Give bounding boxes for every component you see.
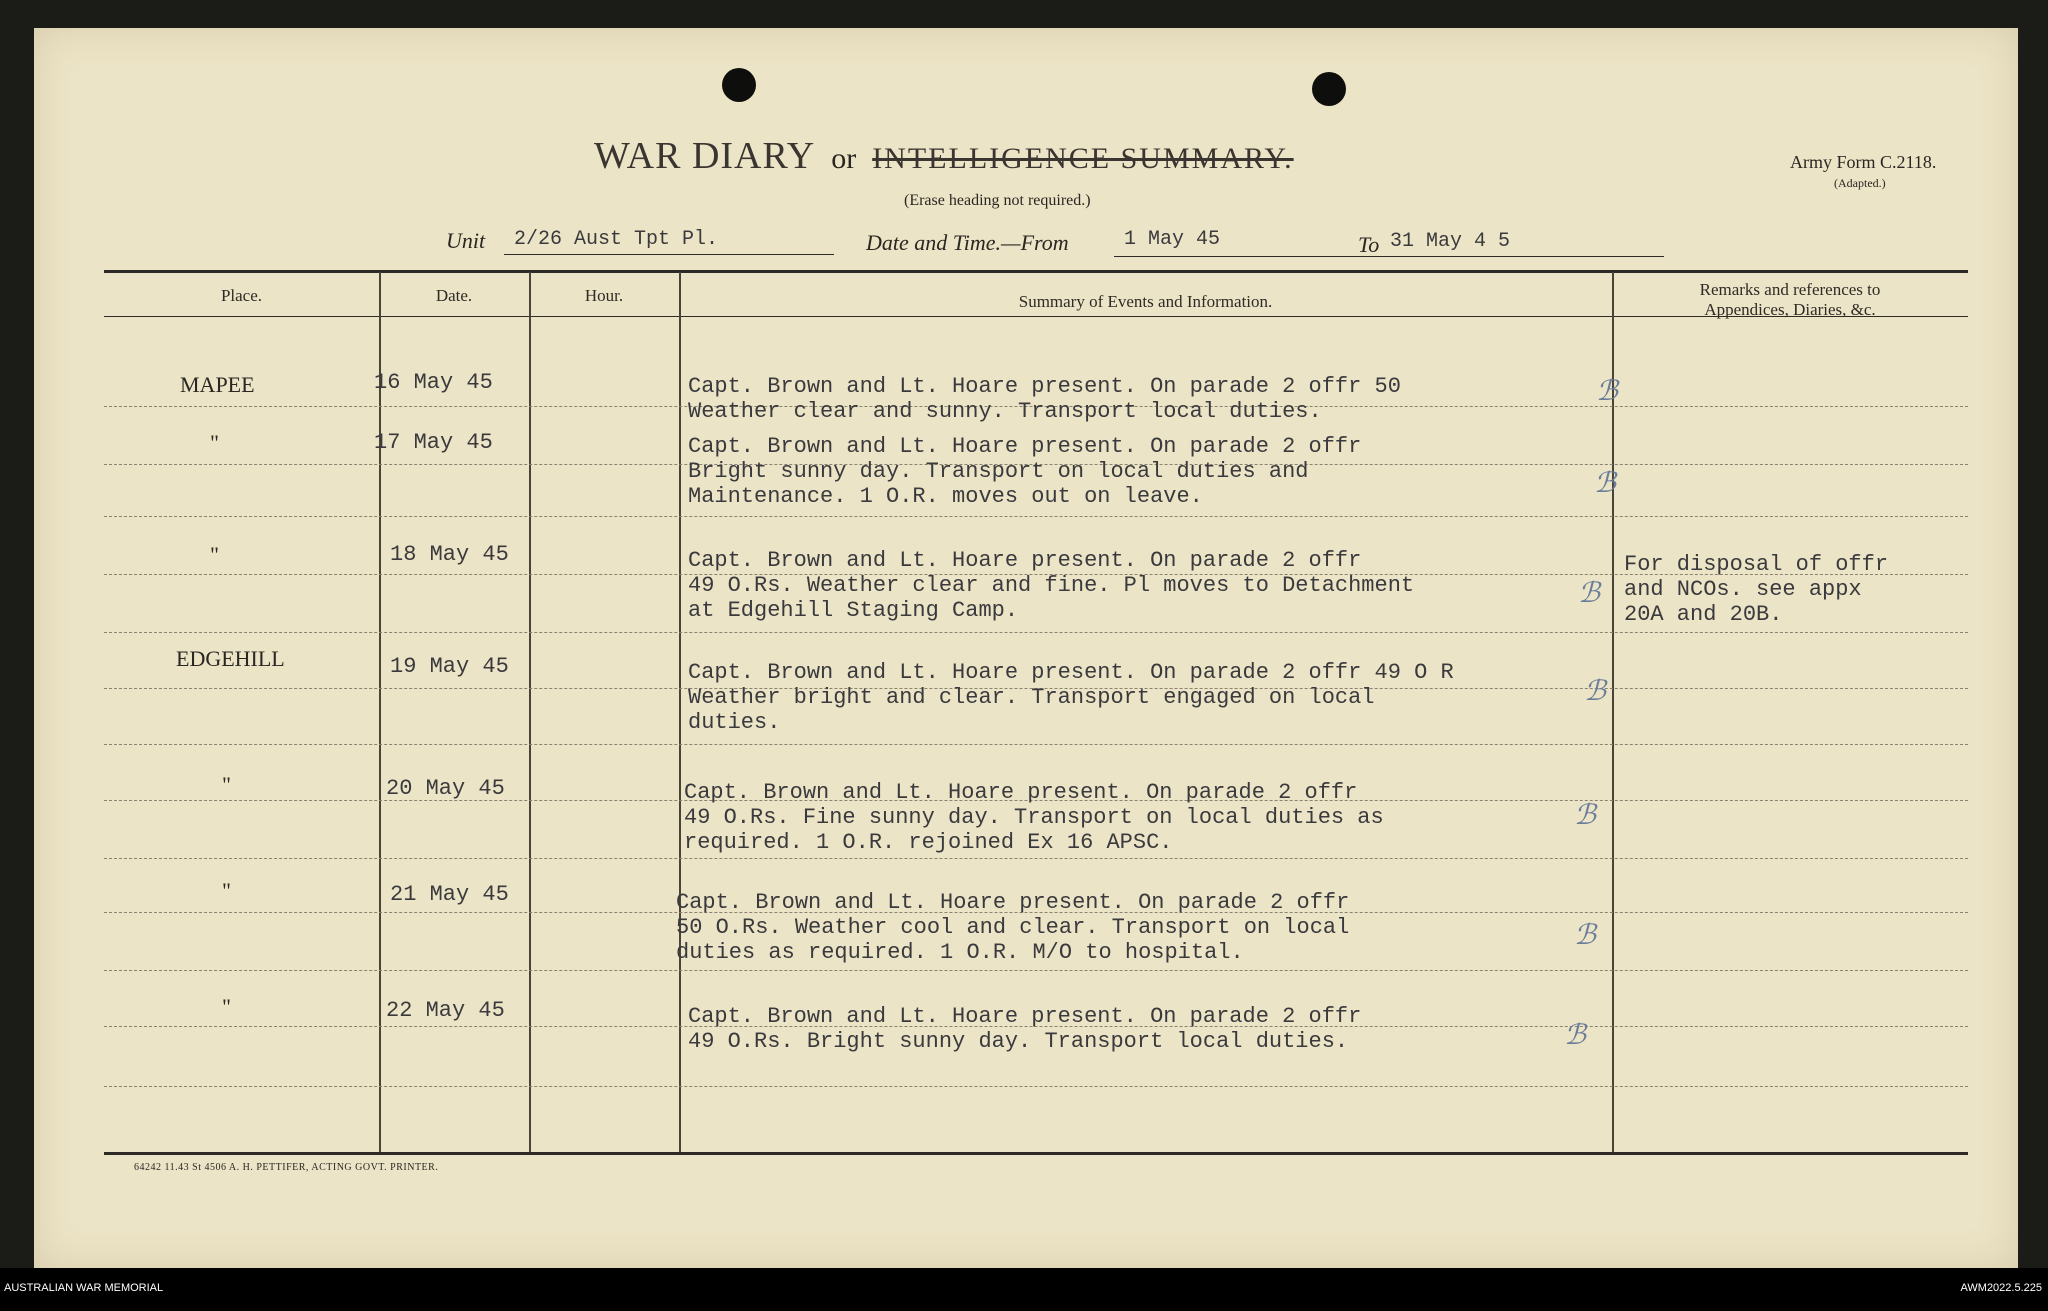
document-title — [594, 134, 1294, 178]
date-time-label: Date and Time.—From — [866, 230, 1069, 255]
summary-line: 49 O.Rs. Weather clear and fine. Pl moves to Detachment — [688, 573, 1415, 598]
summary-line: Capt. Brown and Lt. Hoare present. On parade 2 offr 49 O R — [688, 660, 1454, 685]
table-bottom-rule — [104, 1152, 1968, 1155]
entry-summary — [676, 890, 1349, 965]
handwritten-initials-icon: ℬ — [1578, 576, 1601, 609]
summary-line: at Edgehill Staging Camp. — [688, 598, 1019, 623]
punch-hole-right — [1312, 72, 1346, 106]
entry-summary — [688, 434, 1361, 509]
entry-place: " — [222, 772, 231, 797]
entry-date: 18 May 45 — [390, 542, 509, 567]
column-header-date: Date. — [435, 286, 473, 305]
summary-line: Weather bright and clear. Transport engaged on local — [688, 685, 1375, 710]
summary-line: 50 O.Rs. Weather cool and clear. Transport on local — [676, 915, 1350, 940]
archive-footer — [0, 1268, 2048, 1311]
summary-line: Capt. Brown and Lt. Hoare present. On parade 2 offr — [688, 434, 1362, 459]
rule-line — [104, 858, 1968, 859]
diary-sheet — [34, 28, 2018, 1268]
entry-summary — [688, 374, 1401, 424]
unit-underline — [504, 254, 834, 255]
column-header-summary: Summary of Events and Information. — [1018, 292, 1273, 311]
date-underline — [1114, 256, 1664, 257]
entry-summary — [688, 548, 1414, 623]
summary-line: Capt. Brown and Lt. Hoare present. On parade 2 offr — [688, 1004, 1362, 1029]
entry-date: 17 May 45 — [374, 430, 493, 455]
printer-note: 64242 11.43 St 4506 A. H. PETTIFER, ACTING GOVT. PRINTER. — [134, 1162, 439, 1173]
army-form-label: Army Form C.2118. — [1790, 152, 1937, 172]
summary-line: required. 1 O.R. rejoined Ex 16 APSC. — [684, 830, 1173, 855]
punch-hole-left — [722, 68, 756, 102]
entry-date: 21 May 45 — [390, 882, 509, 907]
title-struck-heading: INTELLIGENCE SUMMARY. — [872, 142, 1294, 175]
summary-line: Capt. Brown and Lt. Hoare present. On parade 2 offr — [684, 780, 1358, 805]
from-value: 1 May 45 — [1124, 228, 1221, 251]
archive-reference: AWM2022.5.225 — [1960, 1282, 2042, 1294]
rule-line — [104, 1086, 1968, 1087]
table-top-rule — [104, 270, 1968, 273]
entry-place: EDGEHILL — [176, 646, 285, 671]
entry-place: " — [210, 430, 219, 455]
to-value: 31 May 4 5 — [1390, 230, 1511, 253]
handwritten-initials-icon: ℬ — [1574, 918, 1597, 951]
summary-line: duties. — [688, 710, 781, 735]
column-header-hour: Hour. — [584, 286, 624, 305]
entry-place: MAPEE — [180, 372, 255, 397]
entry-summary — [688, 660, 1454, 735]
summary-line: 49 O.Rs. Bright sunny day. Transport local duties. — [688, 1029, 1349, 1054]
summary-line: Bright sunny day. Transport on local duties and — [688, 459, 1309, 484]
rule-line — [104, 744, 1968, 745]
archive-credit: AUSTRALIAN WAR MEMORIAL — [4, 1282, 164, 1294]
handwritten-initials-icon: ℬ — [1574, 798, 1597, 831]
entry-remarks — [1624, 552, 1888, 627]
remarks-line: For disposal of offr — [1624, 552, 1889, 577]
erase-note: (Erase heading not required.) — [904, 192, 1091, 209]
column-header-remarks-line2: Appendices, Diaries, &c. — [1704, 300, 1876, 319]
entry-date: 16 May 45 — [374, 370, 493, 395]
summary-line: duties as required. 1 O.R. M/O to hospital. — [676, 940, 1244, 965]
remarks-line: 20A and 20B. — [1624, 602, 1783, 627]
col-divider-place — [379, 272, 381, 1152]
entry-summary — [688, 1004, 1361, 1054]
entry-summary — [684, 780, 1384, 855]
column-header-remarks-line1: Remarks and references to — [1699, 280, 1881, 299]
summary-line: Maintenance. 1 O.R. moves out on leave. — [688, 484, 1203, 509]
entry-place: " — [210, 542, 219, 567]
title-or: or — [831, 142, 857, 175]
entry-date: 19 May 45 — [390, 654, 509, 679]
handwritten-initials-icon: ℬ — [1596, 374, 1619, 407]
summary-line: Capt. Brown and Lt. Hoare present. On parade 2 offr 50 — [688, 374, 1401, 399]
title-war-diary: WAR DIARY — [594, 135, 816, 177]
col-divider-hour — [679, 272, 681, 1152]
to-label: To — [1358, 232, 1380, 257]
rule-line — [104, 516, 1968, 517]
summary-line: Capt. Brown and Lt. Hoare present. On parade 2 offr — [688, 548, 1362, 573]
remarks-line: and NCOs. see appx — [1624, 577, 1862, 602]
summary-line: Capt. Brown and Lt. Hoare present. On parade 2 offr — [676, 890, 1350, 915]
entry-place: " — [222, 994, 231, 1019]
entry-date: 20 May 45 — [386, 776, 505, 801]
entry-date: 22 May 45 — [386, 998, 505, 1023]
handwritten-initials-icon: ℬ — [1564, 1018, 1587, 1051]
unit-label: Unit — [446, 228, 486, 253]
rule-line — [104, 970, 1968, 971]
col-divider-date — [529, 272, 531, 1152]
entry-place: " — [222, 878, 231, 903]
summary-line: Weather clear and sunny. Transport local duties. — [688, 399, 1322, 424]
rule-line — [104, 632, 1968, 633]
column-header-place: Place. — [220, 286, 263, 305]
handwritten-initials-icon: ℬ — [1594, 466, 1617, 499]
army-form-adapted: (Adapted.) — [1834, 176, 1886, 190]
summary-line: 49 O.Rs. Fine sunny day. Transport on local duties as — [684, 805, 1384, 830]
unit-value: 2/26 Aust Tpt Pl. — [514, 228, 719, 251]
handwritten-initials-icon: ℬ — [1584, 674, 1607, 707]
